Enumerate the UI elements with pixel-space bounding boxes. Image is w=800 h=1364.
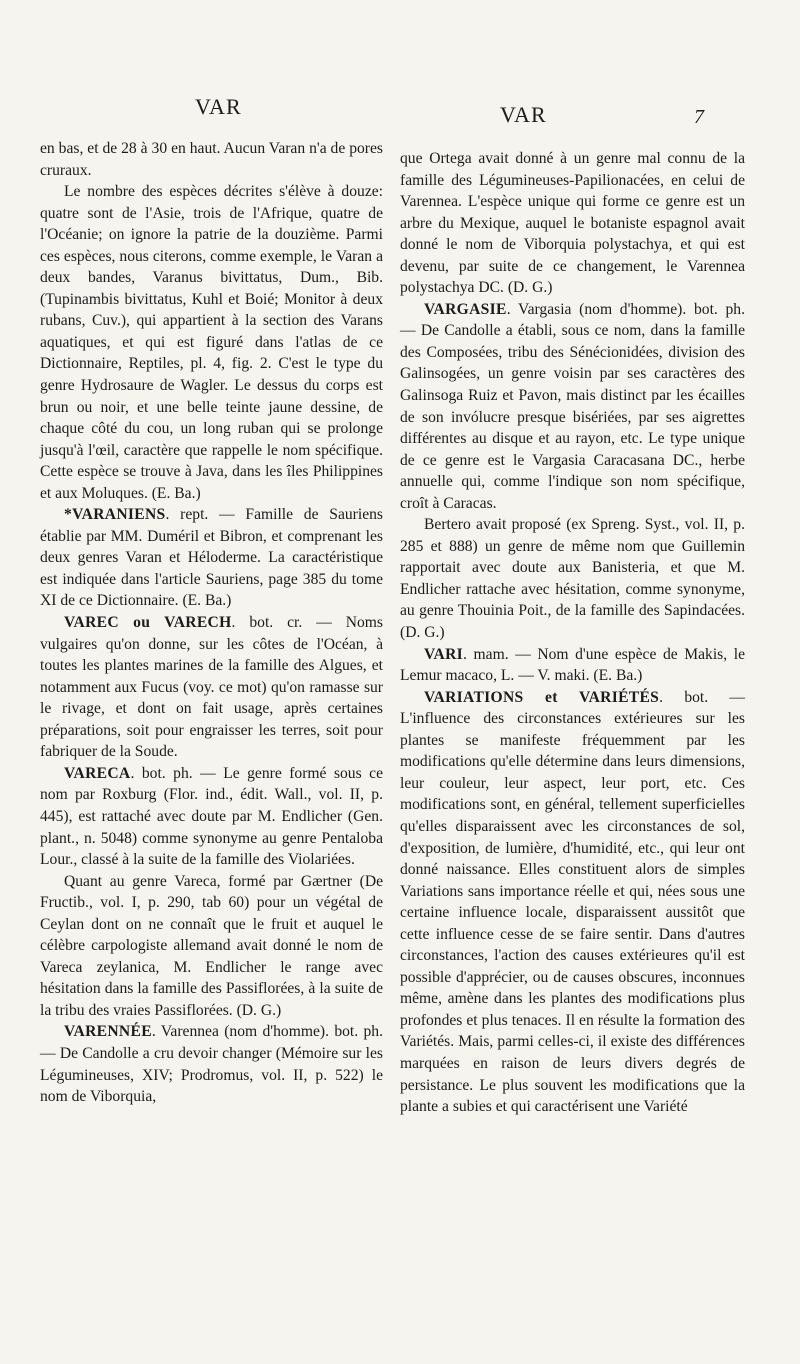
paragraph-vareca-gaertner: Quant au genre Vareca, formé par Gærtner (De Fructib., vol. I, p. 290, tab 60) pour un végétal de Ceylan dont on ne connaît que le fruit et auquel le célèbre carpologiste allemand avait donné le nom de Vareca zeylanica, M. Endlicher le range avec hésitation dans la famille des Passiflorées, à la suite de la tribu des vraies Passiflorées. (D. G.) <box>40 872 383 1019</box>
entry-headword: VARECA <box>64 764 131 782</box>
entry-headword: VARI <box>424 645 464 663</box>
entry-varaniens: *VARANIENS. rept. — Famille de Sauriens établie par MM. Duméril et Bibron, et comprenant les deux genres Varan et Héloderme. La caractéristique est indiquée dans l'article Sauriens, page 385 du tome XI de ce Dictionnaire. (E. Ba.) <box>40 506 383 610</box>
paragraph-varan-species: Le nombre des espèces décrites s'élève à douze: quatre sont de l'Asie, trois de l'Afrique, quatre de l'Océanie; on ignore la patrie de la douzième. Parmi ces espèces, nous citerons, comme exemple, le Varan a deux bandes, Varanus bivittatus, Dum., Bib. (Tupinambis bivittatus, Kuhl et Boié; Monitor à deux rubans, Cuv.), qui appartient à la section des Varans aquatiques, et qui est figuré dans l'atlas de ce Dictionnaire, Reptiles, pl. 4, fig. 2. C'est le type du genre Hydrosaure de Wagler. Le dessus du corps est brun ou noir, et une belle teinte jaune dessine, de chaque côté du cou, un long ruban qui se prolonge jusqu'à l'œil, caractère que rappelle le nom spécifique. Cette espèce se trouve à Java, dans les îles Philippines et aux Moluques. (E. Ba.) <box>40 183 383 502</box>
page-number: 7 <box>694 106 705 128</box>
running-header <box>0 84 800 128</box>
entry-headword: VARENNÉE <box>64 1023 152 1041</box>
entry-headword: VAREC ou VARECH <box>64 614 232 632</box>
entry-vargasie: VARGASIE. Vargasia (nom d'homme). bot. ph. — De Candolle a établi, sous ce nom, dans la famille des Composées, tribu des Sénécionidées, division des Galinsogées, un genre voisin par ses caractères des Galinsoga Ruiz et Pavon, mais distinct par les écailles de son invólucre presque bisériées, par ses aigrettes différentes au disque et au rayon, etc. Le type unique de ce genre est le Vargasia Caracasana DC., herbe annuelle qui, comme l'indique son nom spécifique, croît à Caracas. <box>400 300 745 512</box>
header-right-title: VAR <box>500 102 547 127</box>
left-column <box>40 138 383 1108</box>
entry-varec: VAREC ou VARECH. bot. cr. — Noms vulgaires qu'on donne, sur les côtes de l'Océan, à toutes les plantes marines de la famille des Algues, et notamment aux Fucus (voy. ce mot) qu'on ramasse sur le rivage, et dont on fait usage, après certaines préparations, soit pour engraisser les terres, soit pour fabriquer de la Soude. <box>40 614 383 761</box>
paragraph-varennea-continued: que Ortega avait donné à un genre mal connu de la famille des Légumineuses-Papilionacées, en celui de Varennea. L'espèce unique qui forme ce genre est un arbre du Mexique, auquel le botaniste espagnol avait donné le nom de Viborquia polystachya, et qui est devenu, par suite de ce changement, le Varennea polystachya DC. (D. G.) <box>400 150 745 297</box>
entry-headword: *VARANIENS <box>64 506 166 524</box>
right-column <box>400 148 745 1118</box>
entry-varennee: VARENNÉE. Varennea (nom d'homme). bot. ph. — De Candolle a cru devoir changer (Mémoire sur les Légumineuses, XIV; Prodromus, vol. II, p. 522) le nom de Viborquia, <box>40 1023 383 1106</box>
header-left-title: VAR <box>195 94 242 119</box>
entry-headword: VARGASIE <box>424 300 507 318</box>
paragraph-varan-pores: en bas, et de 28 à 30 en haut. Aucun Varan n'a de pores cruraux. <box>40 140 383 179</box>
entry-headword: VARIATIONS et VARIÉTÉS <box>424 688 660 706</box>
entry-vari: VARI. mam. — Nom d'une espèce de Makis, le Lemur macaco, L. — V. maki. (E. Ba.) <box>400 645 745 685</box>
paragraph-bertero: Bertero avait proposé (ex Spreng. Syst., vol. II, p. 285 et 888) un genre de même nom que Guillemin rapportait avec doute aux Banisteria, et que M. Endlicher rattache avec hésitation, comme synonyme, au genre Thouinia Poit., de la famille des Sapindacées. (D. G.) <box>400 516 745 642</box>
entry-vareca: VARECA. bot. ph. — Le genre formé sous ce nom par Roxburg (Flor. ind., édit. Wall., vol. II, p. 445), est rattaché avec doute par M. Endlicher (Gen. plant., n. 5048) comme synonyme au genre Pentaloba Lour., classé à la suite de la famille des Violariées. <box>40 764 383 869</box>
entry-variations-varietes: VARIATIONS et VARIÉTÉS. bot. — L'influence des circonstances extérieures sur les plantes se manifeste fréquemment par les modifications qu'elle détermine dans leurs dimensions, leur couleur, leur aspect, leur port, etc. Ces modifications sont, en général, tellement superficielles qu'elles disparaissent avec les circonstances de sol, d'exposition, de lumière, d'humidité, etc., qui leur ont donné naissance. Elles constituent alors de simples Variations sans importance réelle et qui, nées sous une certaine influence locale, disparaissent aussitôt que cette influence cesse de se faire sentir. Dans d'autres circonstances, l'action des causes extérieures qu'il est possible d'apprécier, ou de causes obscures, inconnues même, amène dans les plantes des modifications plus profondes et plus tenaces. Il en résulte la formation des Variétés. Mais, parmi celles-ci, il existe des différences marquées en raison de leurs divers degrés de persistance. Le plus souvent les modifications que la plante a subies et qui caractérisent une Variété <box>400 688 745 1116</box>
